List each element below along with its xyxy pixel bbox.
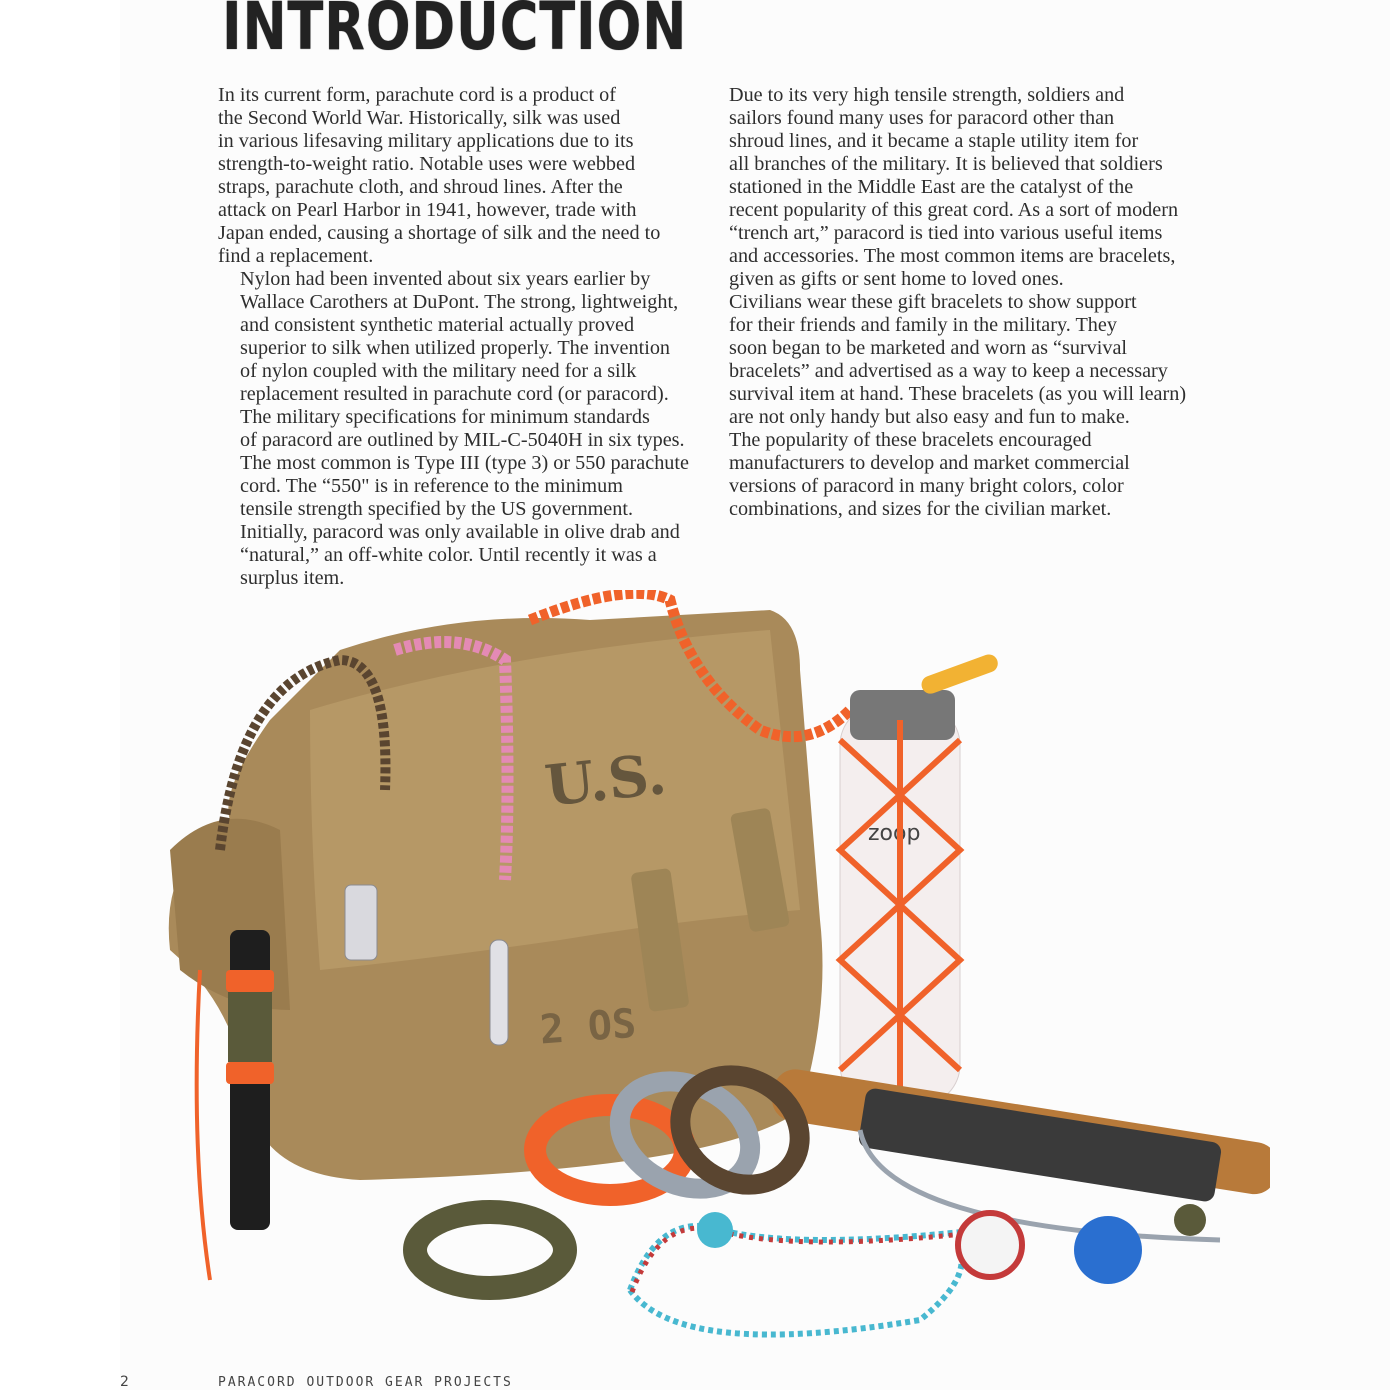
text-line: are not only handy but also easy and fun to make. xyxy=(729,406,1130,428)
bag-stamp-number: 2 OS xyxy=(538,1000,638,1054)
whistle-image xyxy=(345,885,377,960)
striped-monkey-fist-image xyxy=(958,1213,1022,1277)
text-line: the Second World War. Historically, silk was used xyxy=(218,107,621,129)
teal-knot-image xyxy=(697,1212,733,1248)
text-line: bracelets” and advertised as a way to keep a necessary xyxy=(729,360,1168,382)
text-line: The popularity of these bracelets encouraged xyxy=(729,429,1092,451)
text-line: Civilians wear these gift bracelets to show support xyxy=(729,291,1137,313)
text-line: straps, parachute cloth, and shroud lines. After the xyxy=(218,176,623,198)
text-line: In its current form, parachute cord is a product of xyxy=(218,84,616,106)
text-line: Due to its very high tensile strength, soldiers and xyxy=(729,84,1125,106)
text-line: given as gifts or sent home to loved ones. xyxy=(729,268,1064,290)
text-line: “trench art,” paracord is tied into various useful items xyxy=(729,222,1163,244)
wrapped-handle-image xyxy=(769,1066,1270,1240)
text-line: tensile strength specified by the US government. xyxy=(240,498,634,520)
blue-monkey-fist-image xyxy=(1074,1216,1142,1284)
text-line: superior to silk when utilized properly. The invention xyxy=(240,337,671,359)
text-line: of nylon coupled with the military need for a silk xyxy=(240,360,637,382)
text-line: Nylon had been invented about six years earlier by xyxy=(240,268,651,290)
paragraph-military-uses xyxy=(707,84,1177,291)
paragraph-civilians xyxy=(707,291,1187,429)
text-line: “natural,” an off-white color. Until recently it was a xyxy=(240,544,657,566)
olive-bracelet-image xyxy=(415,1212,565,1288)
text-line: sailors found many uses for paracord other than xyxy=(729,107,1115,129)
text-line: find a replacement. xyxy=(218,245,374,267)
text-line: Wallace Carothers at DuPont. The strong, lightweight, xyxy=(240,291,679,313)
paragraph-silk-history xyxy=(218,84,688,268)
paragraph-nylon xyxy=(218,268,688,406)
text-line: combinations, and sizes for the civilian market. xyxy=(729,498,1112,520)
water-bottle-image xyxy=(840,652,1000,1105)
text-line: manufacturers to develop and market commercial xyxy=(729,452,1130,474)
bag-stamp-us: U.S. xyxy=(541,741,670,820)
page-title: INTRODUCTION xyxy=(222,0,688,65)
text-line: versions of paracord in many bright colors, color xyxy=(729,475,1124,497)
paragraph-popularity xyxy=(707,429,1177,521)
text-line: survival item at hand. These bracelets (as you will learn) xyxy=(729,383,1187,405)
text-line: in various lifesaving military applications due to its xyxy=(218,130,634,152)
text-line: all branches of the military. It is believed that soldiers xyxy=(729,153,1163,175)
text-line: stationed in the Middle East are the catalyst of the xyxy=(729,176,1134,198)
text-line: cord. The “550" is in reference to the minimum xyxy=(240,475,623,497)
text-line: The military specifications for minimum standards xyxy=(240,406,650,428)
text-line: The most common is Type III (type 3) or 550 parachute xyxy=(240,452,689,474)
paracord-gear-photo xyxy=(160,590,1270,1350)
text-line: attack on Pearl Harbor in 1941, however, trade with xyxy=(218,199,637,221)
text-line: strength-to-weight ratio. Notable uses were webbed xyxy=(218,153,636,175)
text-line: of paracord are outlined by MIL-C-5040H in six types. xyxy=(240,429,685,451)
running-footer-title: PARACORD OUTDOOR GEAR PROJECTS xyxy=(218,1375,513,1390)
text-line: for their friends and family in the military. They xyxy=(729,314,1117,336)
whistle-image xyxy=(490,940,508,1045)
text-line: recent popularity of this great cord. As a sort of modern xyxy=(729,199,1179,221)
text-line: soon began to be marketed and worn as “survival xyxy=(729,337,1128,359)
text-line: replacement resulted in parachute cord (or paracord). xyxy=(240,383,669,405)
left-text-column xyxy=(218,84,688,590)
text-line: Japan ended, causing a shortage of silk and the need to xyxy=(218,222,661,244)
right-text-column xyxy=(707,84,1187,521)
text-line: Initially, paracord was only available in olive drab and xyxy=(240,521,680,543)
text-line: and consistent synthetic material actually proved xyxy=(240,314,635,336)
paragraph-mil-spec xyxy=(218,406,688,590)
text-line: and accessories. The most common items are bracelets, xyxy=(729,245,1176,267)
teal-red-lanyard-image xyxy=(630,1226,980,1335)
page-number: 2 xyxy=(120,1374,129,1390)
text-line: shroud lines, and it became a staple utility item for xyxy=(729,130,1139,152)
bottle-label: zoop xyxy=(868,821,921,846)
text-line: surplus item. xyxy=(240,567,345,589)
